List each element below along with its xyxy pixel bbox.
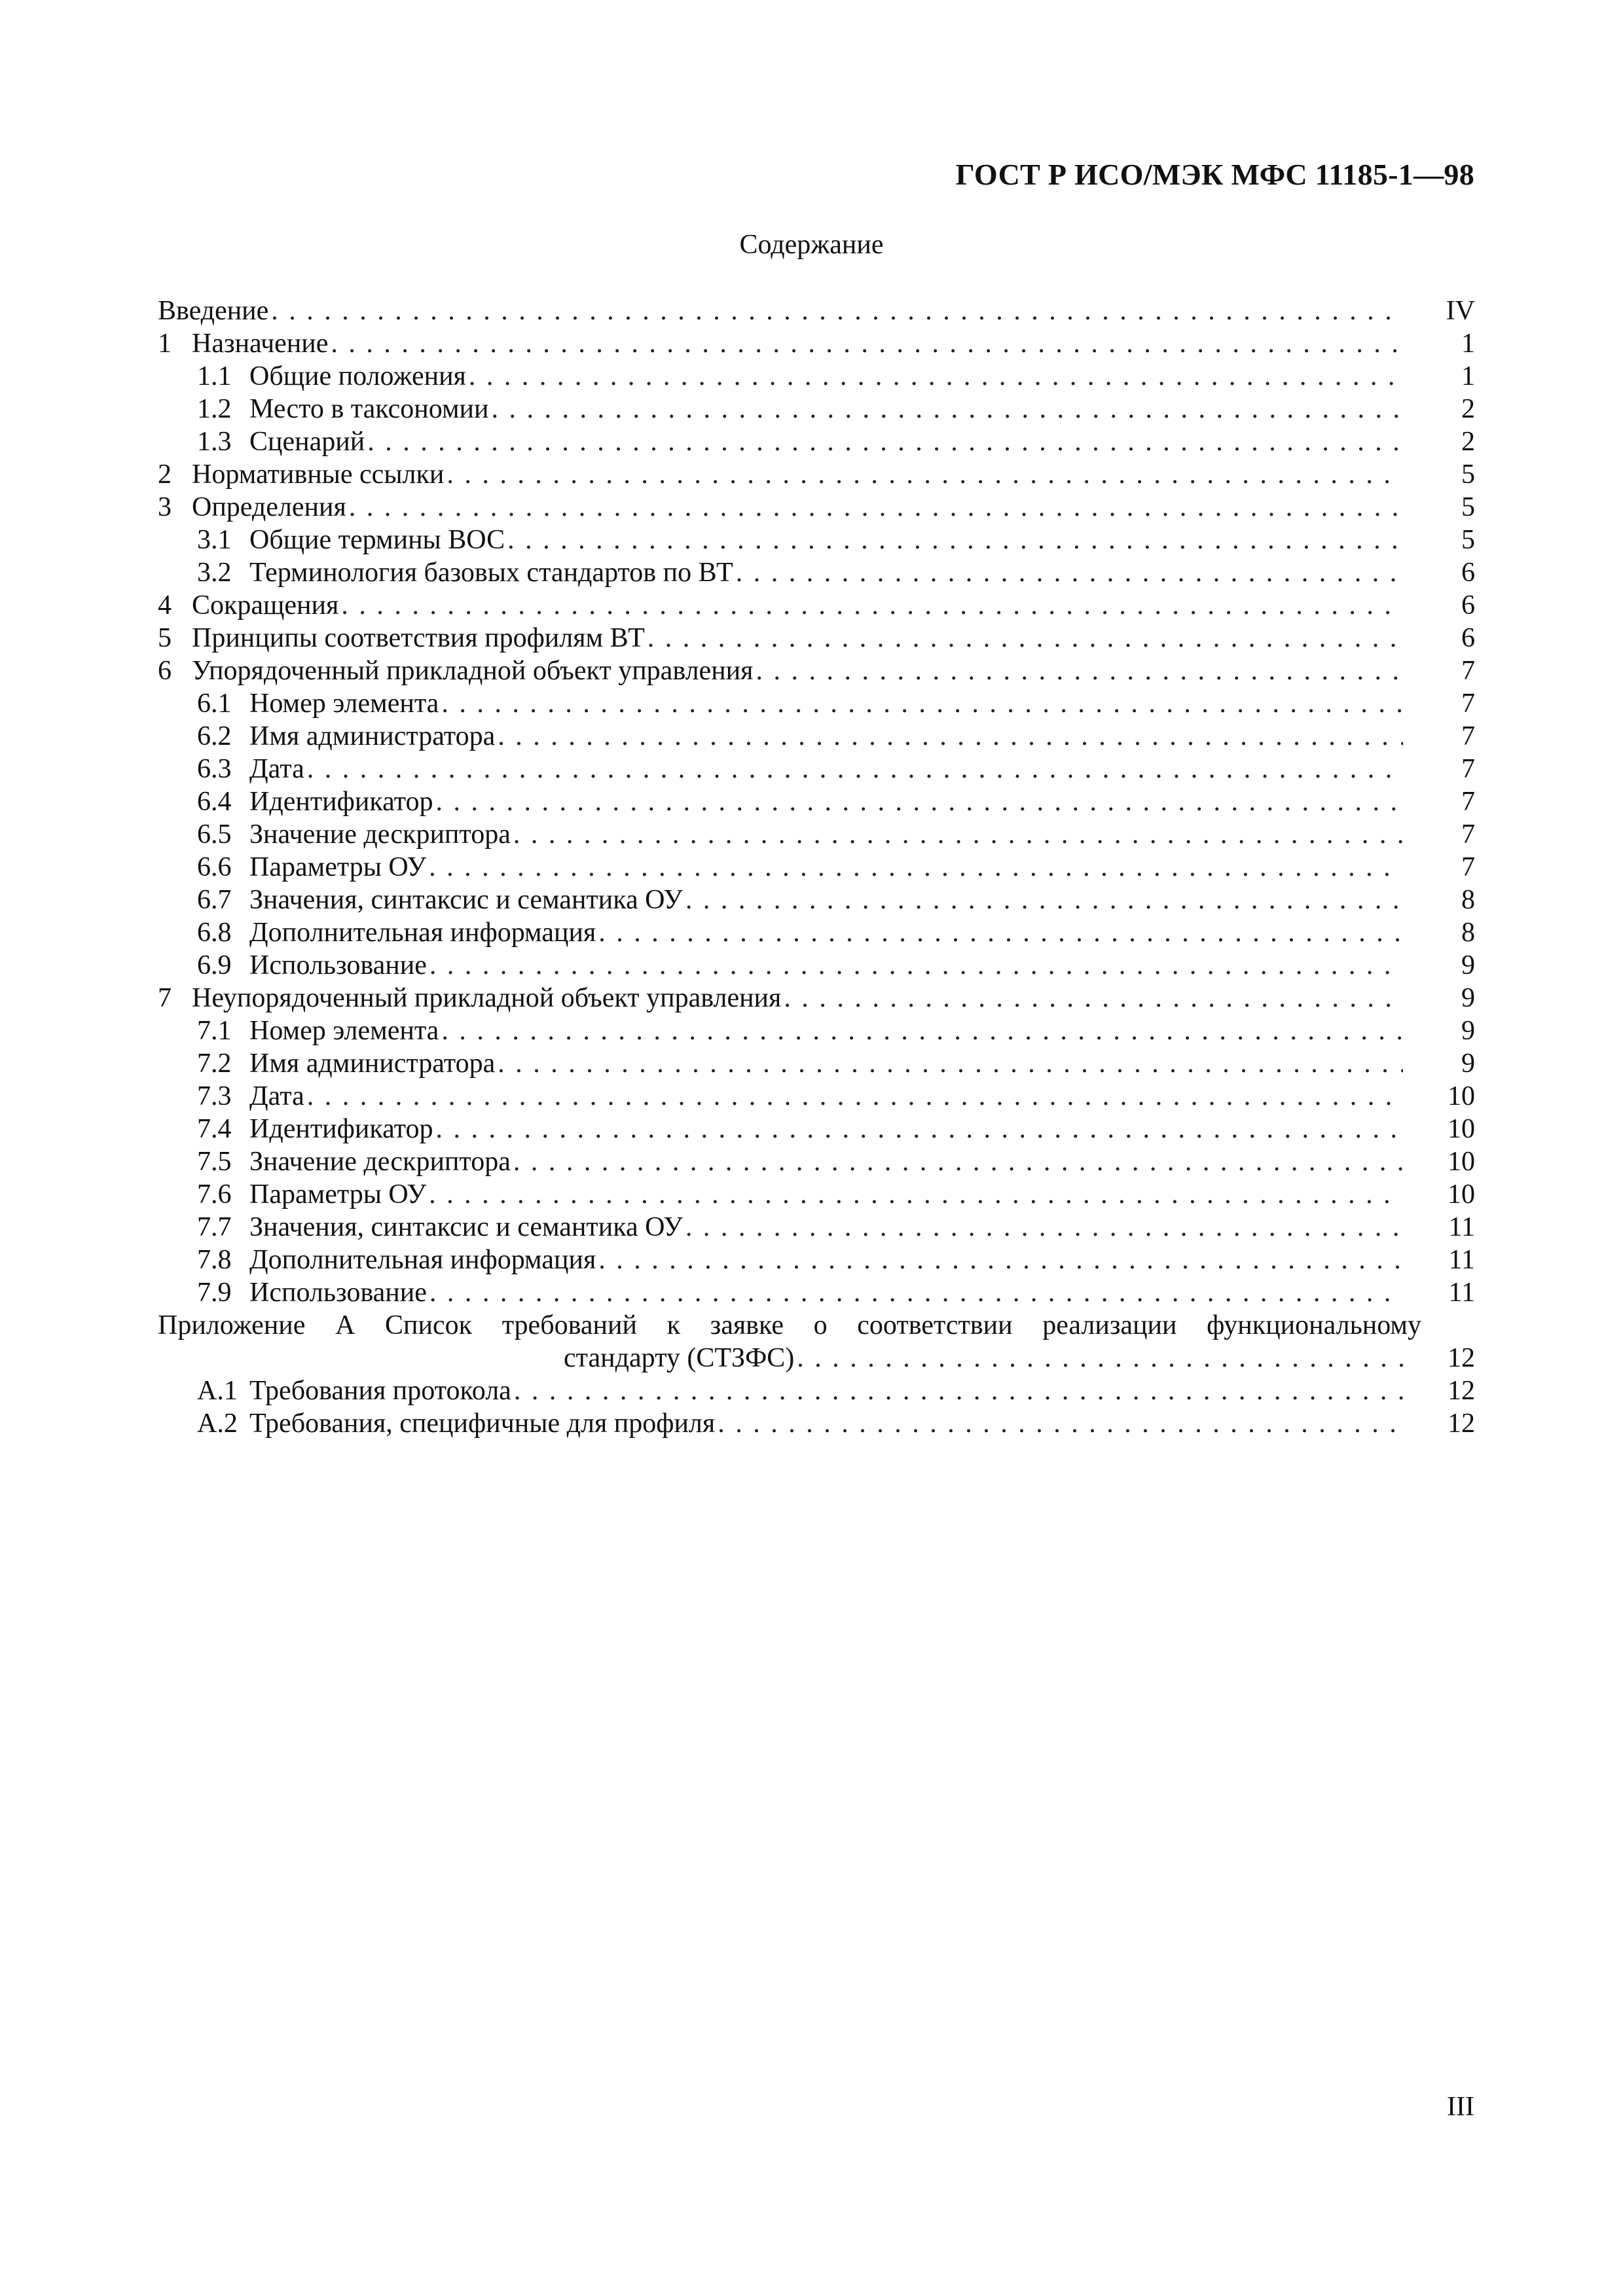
toc-entry-page: 10	[1448, 1179, 1475, 1210]
toc-entry-label: Дополнительная информация	[249, 1245, 596, 1275]
toc-entry-number: А.2	[197, 1408, 238, 1439]
toc-entry[interactable]	[158, 1145, 1475, 1178]
toc-entry-number: 6.3	[197, 754, 232, 784]
toc-entry[interactable]	[158, 949, 1475, 982]
toc-entry-text	[158, 327, 331, 360]
toc-entry[interactable]	[158, 1113, 1475, 1145]
toc-leader-dots	[756, 655, 1403, 687]
toc-entry-page: 2	[1461, 394, 1475, 424]
toc-entry[interactable]	[158, 1014, 1475, 1047]
toc-entry-text	[158, 622, 647, 655]
toc-entry[interactable]	[158, 884, 1475, 916]
toc-leader-dots	[598, 916, 1403, 949]
toc-entry-label: Требования протокола	[249, 1376, 511, 1406]
toc-leader-dots	[271, 295, 1403, 327]
toc-entry-label: Значение дескриптора	[249, 1147, 511, 1177]
toc-leader-dots	[435, 1113, 1403, 1145]
toc-entry-page: 1	[1461, 361, 1475, 391]
toc-entry[interactable]	[158, 753, 1475, 785]
toc-entry[interactable]	[158, 982, 1475, 1014]
toc-entry[interactable]	[158, 1244, 1475, 1276]
toc-entry[interactable]	[158, 327, 1475, 360]
toc-entry-number: 6.6	[197, 852, 232, 882]
toc-leader-dots	[598, 1244, 1403, 1276]
toc-leader-dots	[685, 1211, 1403, 1244]
toc-entry-text	[158, 884, 685, 916]
toc-entry-text	[158, 1374, 514, 1407]
toc-entry-number: 7.7	[197, 1212, 232, 1242]
toc-entry-page: 12	[1448, 1376, 1475, 1406]
toc-entry-page: 11	[1448, 1278, 1475, 1308]
toc-entry-page: 5	[1461, 525, 1475, 555]
toc-entry-text	[158, 360, 469, 393]
toc-entry-label: Введение	[158, 296, 269, 326]
toc-entry[interactable]	[158, 851, 1475, 884]
toc-entry-page: 12	[1448, 1408, 1475, 1439]
toc-entry-page: 9	[1461, 950, 1475, 980]
toc-entry-text	[158, 1113, 435, 1145]
page-number: III	[1447, 2092, 1474, 2122]
toc-entry-text	[158, 1145, 513, 1178]
toc-entry-text	[158, 720, 498, 753]
toc-entry[interactable]	[158, 1178, 1475, 1211]
toc-entry-number: 3.1	[197, 525, 232, 555]
toc-entry-page: 7	[1461, 819, 1475, 850]
toc-entry-label: Место в таксономии	[249, 394, 489, 424]
toc-entry[interactable]	[158, 1374, 1475, 1407]
toc-leader-dots	[498, 720, 1403, 753]
toc-entry-page: 10	[1448, 1114, 1475, 1144]
toc-entry-number: 1.1	[197, 361, 232, 391]
toc-entry-text	[158, 1244, 598, 1276]
toc-entry-text	[158, 556, 736, 589]
toc-entry-page: 6	[1461, 558, 1475, 588]
toc-leader-dots	[647, 622, 1403, 655]
toc-entry-text	[158, 1178, 429, 1211]
toc-entry-text	[158, 1014, 441, 1047]
toc-entry-page: 10	[1448, 1147, 1475, 1177]
toc-entry-number: 6.7	[197, 885, 232, 915]
toc-leader-dots	[513, 1145, 1403, 1178]
toc-entry-label: Параметры ОУ	[249, 1179, 427, 1210]
toc-entry-text	[158, 1276, 429, 1309]
toc-leader-dots	[514, 1374, 1403, 1407]
toc-entry[interactable]	[158, 491, 1475, 524]
toc-entry-number: 7.4	[197, 1114, 232, 1144]
toc-entry-label: стандарту (СТЗФС)	[564, 1343, 795, 1373]
toc-entry[interactable]	[158, 393, 1475, 425]
toc-entry-label: Общие положения	[249, 361, 466, 391]
toc-entry-number: 6.5	[197, 819, 232, 850]
toc-entry[interactable]	[158, 425, 1475, 458]
toc-entry-label: Терминология базовых стандартов по ВТ	[249, 558, 733, 588]
toc-entry-page: 6	[1461, 623, 1475, 653]
toc-leader-dots	[685, 884, 1403, 916]
toc-entry-text	[158, 589, 341, 622]
toc-entry-page: 9	[1461, 1049, 1475, 1079]
toc-entry-page: 9	[1461, 1016, 1475, 1046]
toc-entry-page: 5	[1461, 492, 1475, 522]
toc-entry-number: 6.4	[197, 787, 232, 817]
toc-entry-page: 5	[1461, 459, 1475, 490]
toc-entry-page: 6	[1461, 590, 1475, 620]
toc-entry-text	[158, 1407, 718, 1440]
toc-entry[interactable]	[158, 687, 1475, 720]
toc-entry-page: 1	[1461, 329, 1475, 359]
toc-annex-continuation[interactable]	[158, 1342, 1475, 1374]
toc-entry[interactable]	[158, 720, 1475, 753]
toc-entry-page: 8	[1461, 885, 1475, 915]
toc-entry-page: 7	[1461, 689, 1475, 719]
toc-leader-dots	[367, 425, 1403, 458]
toc-entry-number: 7.1	[197, 1016, 232, 1046]
toc-leader-dots	[718, 1407, 1403, 1440]
toc-entry-label: Дата	[249, 754, 304, 784]
toc-entry[interactable]	[158, 1276, 1475, 1309]
toc-leader-dots	[447, 458, 1403, 491]
toc-entry-label: Параметры ОУ	[249, 852, 427, 882]
toc-entry[interactable]	[158, 524, 1475, 556]
toc-entry-label: Определения	[192, 492, 346, 522]
toc-entry-label: Назначение	[192, 329, 329, 359]
toc-entry[interactable]	[158, 589, 1475, 622]
toc-entry-label: Идентификатор	[249, 1114, 433, 1144]
toc-entry-label: Сценарий	[249, 427, 365, 457]
toc-entry-label: Номер элемента	[249, 1016, 439, 1046]
toc-leader-dots	[469, 360, 1403, 393]
toc-entry-text	[158, 1047, 498, 1080]
toc-entry-label: Значения, синтаксис и семантика ОУ	[249, 885, 683, 915]
toc-entry-text	[158, 491, 349, 524]
table-of-contents	[158, 295, 1475, 1440]
toc-entry-label: Упорядоченный прикладной объект управления	[192, 656, 754, 686]
toc-annex-title[interactable]: Приложение А Список требований к заявке о соответствии реализации функциональному	[158, 1310, 1421, 1340]
toc-entry-number: 4	[158, 590, 172, 620]
toc-entry-text	[158, 393, 491, 425]
toc-entry-label: Принципы соответствия профилям ВТ	[192, 623, 645, 653]
toc-entry-label: Дата	[249, 1081, 304, 1111]
toc-leader-dots	[307, 1080, 1403, 1113]
toc-entry-page: 2	[1461, 427, 1475, 457]
toc-entry[interactable]	[158, 1407, 1475, 1440]
standard-code: ГОСТ Р ИСО/МЭК МФС 11185-1—98	[955, 158, 1474, 191]
toc-entry-label: Неупорядоченный прикладной объект управления	[192, 983, 782, 1013]
toc-entry-page: 7	[1461, 787, 1475, 817]
toc-entry[interactable]	[158, 655, 1475, 687]
toc-leader-dots	[435, 785, 1403, 818]
toc-entry[interactable]	[158, 785, 1475, 818]
toc-entry-text	[158, 655, 756, 687]
toc-entry-number: 3.2	[197, 558, 232, 588]
toc-entry-label: Использование	[249, 1278, 427, 1308]
toc-entry-text	[158, 458, 447, 491]
toc-entry-number: 7.2	[197, 1049, 232, 1079]
toc-entry-text	[158, 785, 435, 818]
toc-entry-text	[158, 524, 507, 556]
toc-entry-number: 3	[158, 492, 172, 522]
toc-entry-number: 6.1	[197, 689, 232, 719]
toc-entry-label: Использование	[249, 950, 427, 980]
toc-entry-number: 1.3	[197, 427, 232, 457]
toc-entry-text	[158, 425, 367, 458]
toc-entry-text	[158, 753, 307, 785]
toc-entry-number: 6.9	[197, 950, 232, 980]
toc-leader-dots	[349, 491, 1403, 524]
toc-entry-number: 1	[158, 329, 172, 359]
toc-leader-dots	[797, 1342, 1403, 1374]
toc-leader-dots	[498, 1047, 1403, 1080]
toc-entry-label: Требования, специфичные для профиля	[249, 1408, 716, 1439]
toc-entry-text	[158, 851, 429, 884]
toc-entry-number: А.1	[197, 1376, 238, 1406]
toc-entry-number: 5	[158, 623, 172, 653]
toc-entry-number: 6.2	[197, 721, 232, 751]
toc-entry[interactable]	[158, 622, 1475, 655]
toc-entry-page: 12	[1448, 1343, 1475, 1373]
toc-entry-label: Имя администратора	[249, 1049, 496, 1079]
toc-entry-number: 7.9	[197, 1278, 232, 1308]
toc-entry-number: 7.5	[197, 1147, 232, 1177]
toc-entry-label: Значения, синтаксис и семантика ОУ	[249, 1212, 683, 1242]
toc-entry-label: Имя администратора	[249, 721, 496, 751]
toc-entry-text	[158, 1080, 307, 1113]
toc-leader-dots	[429, 1178, 1403, 1211]
toc-leader-dots	[331, 327, 1403, 360]
toc-entry[interactable]	[158, 556, 1475, 589]
toc-leader-dots	[341, 589, 1403, 622]
toc-entry[interactable]	[158, 1211, 1475, 1244]
toc-leader-dots	[307, 753, 1403, 785]
toc-entry-label: Сокращения	[192, 590, 339, 620]
toc-entry-label: Номер элемента	[249, 689, 439, 719]
toc-leader-dots	[441, 687, 1403, 720]
toc-entry-text	[158, 949, 429, 982]
toc-entry-label: Общие термины ВОС	[249, 525, 505, 555]
toc-entry-page: 8	[1461, 918, 1475, 948]
toc-entry-page: 7	[1461, 754, 1475, 784]
toc-leader-dots	[513, 818, 1403, 851]
toc-entry-number: 7.3	[197, 1081, 232, 1111]
toc-leader-dots	[429, 1276, 1403, 1309]
toc-entry-label: Дополнительная информация	[249, 918, 596, 948]
toc-entry[interactable]	[158, 818, 1475, 851]
toc-entry-page: 7	[1461, 721, 1475, 751]
toc-entry-number: 6.8	[197, 918, 232, 948]
toc-entry-number: 7.6	[197, 1179, 232, 1210]
toc-leader-dots	[491, 393, 1403, 425]
toc-leader-dots	[784, 982, 1403, 1014]
toc-entry[interactable]	[158, 295, 1475, 327]
toc-entry-page: 11	[1448, 1212, 1475, 1242]
toc-leader-dots	[441, 1014, 1403, 1047]
toc-entry-text	[158, 1211, 685, 1244]
toc-entry-page: 11	[1448, 1245, 1475, 1275]
toc-leader-dots	[429, 949, 1403, 982]
toc-leader-dots	[429, 851, 1403, 884]
toc-entry-text	[158, 295, 271, 327]
toc-entry-number: 7	[158, 983, 172, 1013]
toc-entry-page: IV	[1446, 296, 1475, 326]
toc-leader-dots	[736, 556, 1403, 589]
toc-entry-text	[158, 687, 441, 720]
toc-entry-label: Идентификатор	[249, 787, 433, 817]
toc-entry-text	[158, 916, 598, 949]
toc-entry-number: 6	[158, 656, 172, 686]
toc-entry-label: Нормативные ссылки	[192, 459, 445, 490]
toc-entry-page: 7	[1461, 852, 1475, 882]
toc-entry[interactable]	[158, 360, 1475, 393]
toc-entry-page: 10	[1448, 1081, 1475, 1111]
toc-entry-text	[158, 982, 784, 1014]
toc-entry[interactable]	[158, 1047, 1475, 1080]
toc-title: Содержание	[739, 230, 884, 260]
toc-entry[interactable]	[158, 1080, 1475, 1113]
toc-entry-number: 1.2	[197, 394, 232, 424]
toc-entry-number: 7.8	[197, 1245, 232, 1275]
toc-entry-number: 2	[158, 459, 172, 490]
toc-entry-page: 9	[1461, 983, 1475, 1013]
toc-entry[interactable]	[158, 458, 1475, 491]
toc-entry-text	[158, 818, 513, 851]
toc-entry-page: 7	[1461, 656, 1475, 686]
toc-entry[interactable]	[158, 916, 1475, 949]
toc-entry-label: Значение дескриптора	[249, 819, 511, 850]
toc-leader-dots	[507, 524, 1403, 556]
